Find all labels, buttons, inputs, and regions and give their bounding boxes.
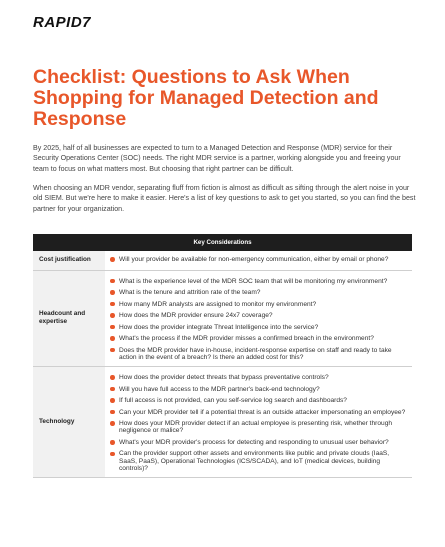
question-item: How does the provider integrate Threat Intelligence into the service?	[110, 324, 408, 331]
question-item: Can the provider support other assets and environments like public and private clouds (IaaS, SaaS, PaaS), Operational Technologies (ICS/SCADA), and IoT (medical devices, building controls)?	[110, 450, 408, 472]
table-row-cost-justification	[33, 251, 412, 271]
question-list	[105, 251, 412, 270]
question-item: How many MDR analysts are assigned to monitor my environment?	[110, 301, 408, 308]
logo-wordmark: RAPID7	[33, 14, 92, 31]
question-item: What's your MDR provider's process for detecting and responding to unusual user behavior?	[110, 439, 408, 446]
question-item: What is the tenure and attrition rate of the team?	[110, 289, 408, 296]
row-category: Cost justification	[33, 251, 105, 270]
question-item: Can your MDR provider tell if a potential threat is an outside attacker impersonating an employee?	[110, 409, 408, 416]
intro-paragraph-1: By 2025, half of all businesses are expected to turn to a Managed Detection and Response (MDR) service for their Security Operations Center (SOC) needs. The right MDR service is a partner, working alongside you and freeing your team to focus on what matters most. But choosing that right partner can be difficult.	[33, 144, 401, 173]
table-header: Key Considerations	[33, 234, 412, 251]
table-row-headcount-expertise	[33, 271, 412, 368]
key-considerations-table	[33, 234, 412, 478]
question-item: What is the experience level of the MDR SOC team that will be monitoring my environment?	[110, 278, 408, 285]
question-item: Will your provider be available for non-emergency communication, either by email or phone?	[110, 256, 408, 263]
question-item: How does the MDR provider ensure 24x7 coverage?	[110, 312, 408, 319]
question-item: Will you have full access to the MDR partner's back-end technology?	[110, 386, 408, 393]
row-category: Technology	[33, 367, 105, 477]
question-list	[105, 367, 412, 477]
intro-paragraph-2: When choosing an MDR vendor, separating fluff from fiction is almost as difficult as sifting through the alert noise in your old SIEM. But we're here to make it easier. Here's a list of key questions to ask to get you started, so you can find the best partner for your organization.	[33, 184, 416, 213]
question-list	[105, 271, 412, 367]
question-item: How does the provider detect threats that bypass preventative controls?	[110, 374, 408, 381]
row-category: Headcount and expertise	[33, 271, 105, 367]
question-item: Does the MDR provider have in-house, incident-response expertise on staff and ready to take action in the event of a breach? Is there an added cost for this?	[110, 347, 408, 361]
question-item: What's the process if the MDR provider misses a confirmed breach in the environment?	[110, 335, 408, 342]
question-item: How does your MDR provider detect if an actual employee is presenting risk, whether through negligence or malice?	[110, 420, 408, 434]
table-row-technology	[33, 367, 412, 478]
question-item: If full access is not provided, can you self-service log search and dashboards?	[110, 397, 408, 404]
rapid7-logo	[33, 14, 91, 31]
page-title: Checklist: Questions to Ask When Shopping for Managed Detection and Response	[33, 66, 379, 130]
